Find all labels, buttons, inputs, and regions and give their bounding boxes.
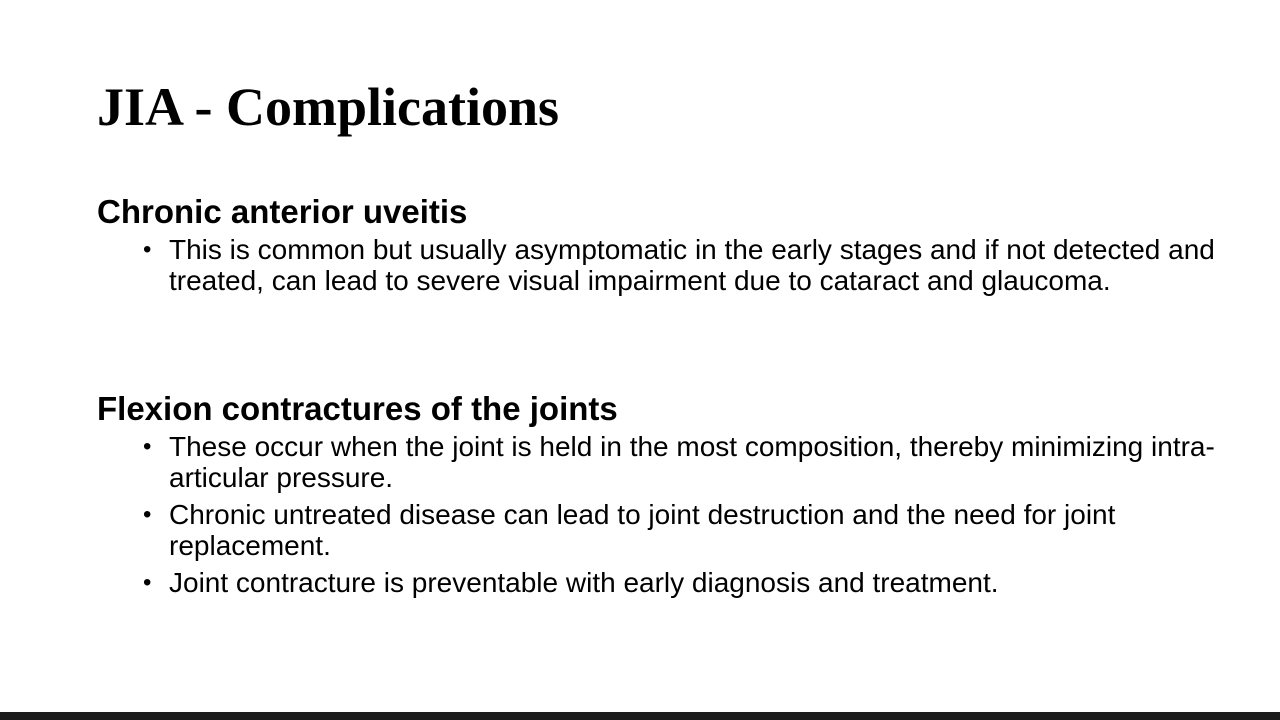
bullet-item <box>97 567 1217 598</box>
section-heading: Chronic anterior uveitis <box>97 193 468 230</box>
bullet-item <box>97 431 1217 493</box>
bullet-item <box>97 234 1217 296</box>
bullet-text: These occur when the joint is held in the most composition, thereby minimizing intra-articular pressure. <box>169 431 1215 493</box>
section-heading: Flexion contractures of the joints <box>97 390 618 427</box>
bullet-text: Chronic untreated disease can lead to joint destruction and the need for joint replacement. <box>169 499 1116 561</box>
bullet-icon: • <box>143 569 152 596</box>
bullet-list <box>97 431 1217 598</box>
bullet-list <box>97 234 1217 296</box>
slide-title: JIA - Complications <box>97 77 560 137</box>
bottom-bar <box>0 712 1280 720</box>
bullet-item <box>97 499 1217 561</box>
section-flexion-contractures <box>97 387 1217 598</box>
bullet-icon: • <box>143 433 152 460</box>
bullet-text: This is common but usually asymptomatic in the early stages and if not detected and treated, can lead to severe visual impairment due to cataract and glaucoma. <box>169 234 1215 296</box>
section-chronic-anterior-uveitis <box>97 190 1217 296</box>
bullet-icon: • <box>143 236 152 263</box>
bullet-icon: • <box>143 501 152 528</box>
bullet-text: Joint contracture is preventable with early diagnosis and treatment. <box>169 567 999 598</box>
